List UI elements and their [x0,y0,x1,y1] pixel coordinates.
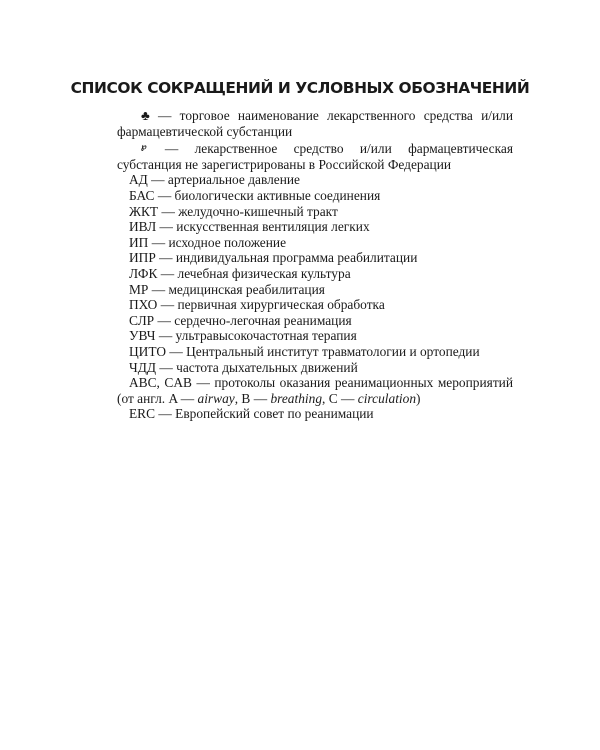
abbreviation-entry [117,297,513,313]
abbreviation-definition: — Центральный институт травматологии и ортопедии [169,343,480,359]
abbreviation-term: АД [129,172,148,188]
abbreviation-entry [117,282,513,298]
abbreviation-definition: — артериальное давление [151,172,300,188]
abbreviation-term: МР [129,281,149,297]
abbreviation-entry [117,328,513,344]
abbreviation-entry [117,250,513,266]
abbreviation-entry [117,406,513,422]
abbreviation-list [117,108,513,422]
abbreviation-entry [117,188,513,204]
abbreviation-entry [117,219,513,235]
unregistered-symbol-icon: ℘ [141,142,147,152]
abbreviation-entry [117,344,513,360]
abbreviation-definition: — искусственная вентиляция легких [159,219,370,235]
abbreviation-entry [117,172,513,188]
abbreviation-definition: — биологически активные соединения [157,187,381,203]
abbreviation-definition: — частота дыхательных движений [159,359,358,375]
note-trade-name [117,108,513,139]
breathing-term: breathing [270,390,323,406]
abc-separator: , B — [234,390,268,406]
abbreviation-definition: — первичная хирургическая обработка [160,297,385,313]
abbreviation-term: ERC [129,406,156,422]
abbreviation-term: ИПР [129,250,156,266]
abbreviation-definition: — ультравысокочастотная терапия [158,328,357,344]
abbreviation-term: ИВЛ [129,219,157,235]
abbreviation-definition: — медицинская реабилитация [151,281,325,297]
note-text: — лекарственное средство и/или фармацевтическая субстанция не зарегистрированы в Российской Федерации [117,141,513,172]
abbreviation-entry [117,313,513,329]
abbreviation-entry [117,204,513,220]
abbreviation-definition: — Европейский совет по реанимации [158,406,374,422]
abbreviation-term: ЛФК [129,265,158,281]
abbreviation-term: ABC, CAB [129,375,192,391]
abbreviation-term: БАС [129,187,155,203]
abbreviation-entry [117,360,513,376]
abbreviation-definition: — лечебная физическая культура [160,265,351,281]
note-unregistered [117,139,513,172]
abbreviation-term: УВЧ [129,328,156,344]
abbreviation-term: ЧДД [129,359,156,375]
abc-separator: , C — [322,390,355,406]
abbreviation-definition: — протоколы оказания реанимационных мероприятий (от англ. A — [117,375,514,406]
abc-close: ) [416,390,421,406]
abbreviation-term: СЛР [129,312,155,328]
note-text: — торговое наименование лекарственного средства и/или фармацевтической субстанции [117,108,513,139]
abbreviation-definition: — желудочно-кишечный тракт [161,203,338,219]
abbreviation-entry [117,235,513,251]
circulation-term: circulation [357,390,417,406]
abbreviation-entry [117,266,513,282]
abbreviation-definition: — исходное положение [151,234,287,250]
abbreviation-term: ЖКТ [129,203,159,219]
abbreviation-term: ПХО [129,297,158,313]
page-title: СПИСОК СОКРАЩЕНИЙ И УСЛОВНЫХ ОБОЗНАЧЕНИЙ [70,79,530,97]
abbreviation-entry-abc [117,375,513,406]
abbreviation-term: ИП [129,234,149,250]
club-symbol-icon: ♣ [141,108,150,123]
airway-term: airway [197,390,235,406]
abbreviation-definition: — сердечно-легочная реанимация [157,312,352,328]
abbreviation-term: ЦИТО [129,343,167,359]
abbreviation-definition: — индивидуальная программа реабилитации [159,250,418,266]
